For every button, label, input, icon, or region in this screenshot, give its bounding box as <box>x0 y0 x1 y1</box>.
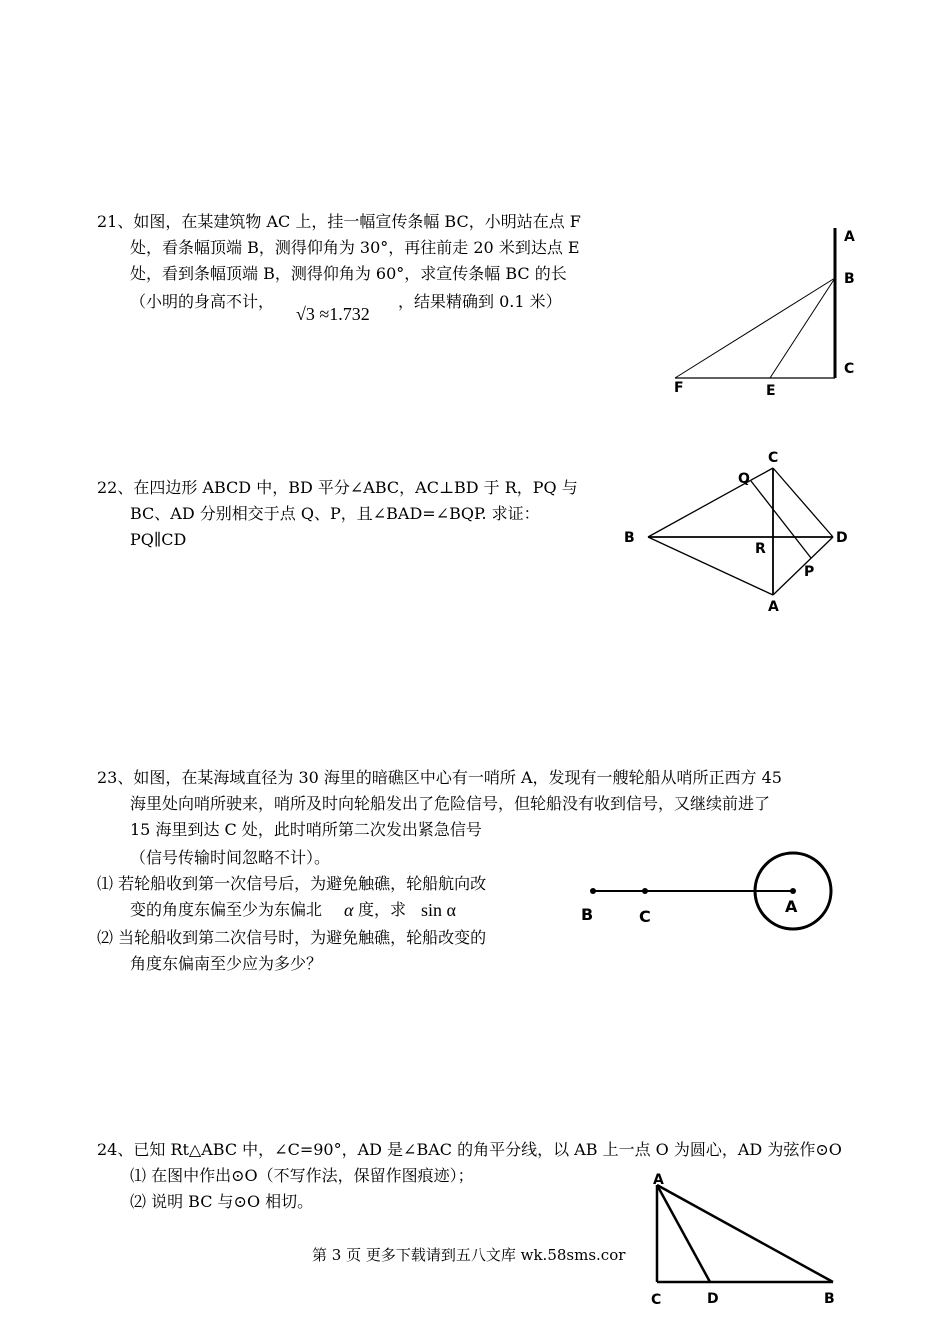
q22-line-3: PQ∥CD <box>130 530 187 549</box>
q23-part2-line-1: ⑵ 当轮船收到第二次信号时，为避免触礁，轮船改变的 <box>97 928 487 947</box>
q22-figure <box>615 445 855 620</box>
q24-label-c: C <box>651 1292 662 1308</box>
q24-label-d: D <box>707 1291 719 1307</box>
q23-line-4: （信号传输时间忽略不计）。 <box>130 848 331 867</box>
q21-line-3: 处，看到条幅顶端 B，测得仰角为 60°，求宣传条幅 BC 的长 <box>130 264 567 283</box>
q23-label-c: C <box>639 907 651 926</box>
q24-line-1: 24、已知 Rt△ABC 中，∠C=90°，AD 是∠BAC 的角平分线，以 AB 上一点 O 为圆心，AD 为弦作⊙O <box>97 1140 842 1159</box>
q22-label-b: B <box>624 530 635 546</box>
q21-label-e: E <box>766 383 776 399</box>
q22-label-a: A <box>768 599 779 615</box>
q22-side-bc <box>648 468 773 537</box>
q21-line-2: 处，看条幅顶端 B，测得仰角为 30°，再往前走 20 米到达点 E <box>130 238 580 257</box>
q22-label-d: D <box>836 530 848 546</box>
q23-part2-line-2: 角度东偏南至少应为多少？ <box>130 954 323 973</box>
q21-line-fb <box>675 278 835 378</box>
q22-label-c: C <box>768 450 779 466</box>
q21-line-eb <box>770 278 835 378</box>
q23-point-b <box>590 888 596 894</box>
q24-label-a: A <box>653 1172 664 1188</box>
q23-part1-line-1: ⑴ 若轮船收到第一次信号后，为避免触礁，轮船航向改 <box>97 874 487 893</box>
q23-line-2: 海里处向哨所驶来，哨所及时向轮船发出了危险信号，但轮船没有收到信号，又继续前进了 <box>130 794 771 813</box>
q23-part1-line-2b: 度，求 <box>358 900 407 919</box>
q21-line-1: 21、如图，在某建筑物 AC 上，挂一幅宣传条幅 BC，小明站在点 F <box>97 212 581 231</box>
q22-line-1: 22、在四边形 ABCD 中，BD 平分∠ABC，AC⊥BD 于 R，PQ 与 <box>97 478 578 497</box>
q24-label-b: B <box>824 1291 835 1307</box>
q21-label-a: A <box>844 229 855 245</box>
q23-line-3: 15 海里到达 C 处，此时哨所第二次发出紧急信号 <box>130 820 482 839</box>
q22-line-2: BC、AD 分别相交于点 Q、P，且∠BAD=∠BQP. 求证： <box>130 504 540 523</box>
q24-part2: ⑵ 说明 BC 与⊙O 相切。 <box>130 1192 314 1211</box>
q22-label-q: Q <box>738 471 750 487</box>
q21-line-4b: ，结果精确到 0.1 米） <box>398 292 562 311</box>
q23-part1-line-2a: 变的角度东偏至少为东偏北 <box>130 900 323 919</box>
q21-line-4a: （小明的身高不计， <box>130 292 275 311</box>
q24-figure <box>640 1165 850 1315</box>
q22-side-cd <box>773 468 833 537</box>
page-footer: 第 3 页 更多下载请到五八文库 wk.58sms.cor <box>312 1246 626 1264</box>
q22-label-r: R <box>755 541 766 557</box>
q21-label-b: B <box>844 271 855 287</box>
q22-label-p: P <box>804 564 815 580</box>
q23-point-a <box>790 888 796 894</box>
q23-label-a: A <box>785 897 798 916</box>
q21-label-f: F <box>674 380 684 396</box>
q23-alpha: α <box>344 900 354 920</box>
q24-part1: ⑴ 在图中作出⊙O（不写作法，保留作图痕迹）； <box>130 1166 474 1185</box>
q23-line-1: 23、如图，在某海域直径为 30 海里的暗礁区中心有一哨所 A，发现有一艘轮船从哨所正西方 45 <box>97 768 782 787</box>
q21-figure <box>660 220 860 405</box>
q21-sqrt-formula: √3 ≈1.732 <box>296 304 370 324</box>
q23-point-c <box>642 888 648 894</box>
q23-sin-alpha: sin α <box>421 900 456 920</box>
q21-label-c: C <box>844 361 855 377</box>
q22-side-da <box>773 537 833 595</box>
q23-label-b: B <box>581 905 594 924</box>
q23-figure <box>575 840 845 940</box>
